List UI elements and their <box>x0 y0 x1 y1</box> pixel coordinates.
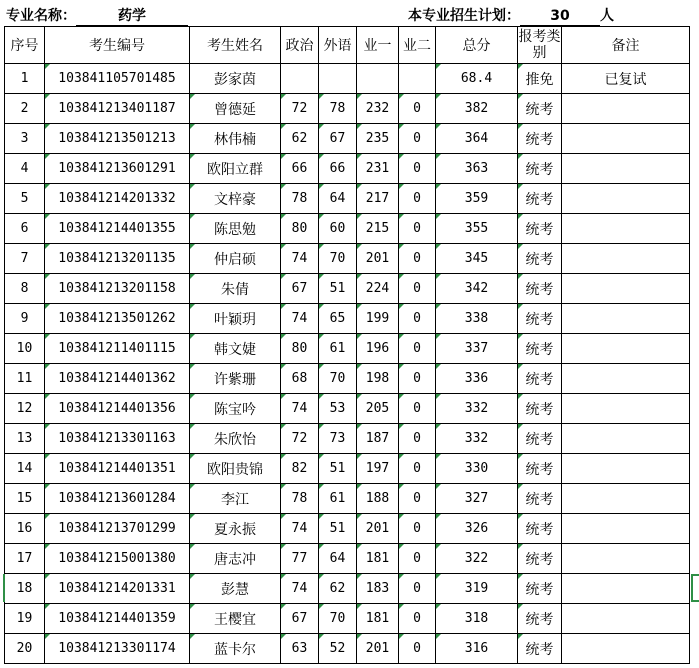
cell-note[interactable] <box>562 334 690 364</box>
cell-foreign[interactable]: 61 <box>319 484 357 514</box>
cell-total[interactable]: 363 <box>436 154 518 184</box>
cell-politics[interactable]: 82 <box>281 454 319 484</box>
cell-total[interactable]: 342 <box>436 274 518 304</box>
col-note: 备注 <box>562 27 690 64</box>
cell-foreign[interactable]: 60 <box>319 214 357 244</box>
cell-name[interactable]: 欧阳贵锦 <box>190 454 281 484</box>
cell-id[interactable]: 103841213501262 <box>45 304 190 334</box>
table-row[interactable] <box>5 364 690 394</box>
cell-subject2[interactable]: 0 <box>399 244 436 274</box>
cell-subject2[interactable]: 0 <box>399 304 436 334</box>
table-row[interactable] <box>5 124 690 154</box>
cell-category[interactable]: 统考 <box>518 454 562 484</box>
cell-note[interactable] <box>562 274 690 304</box>
cell-seq[interactable]: 12 <box>5 394 45 424</box>
cell-total[interactable]: 337 <box>436 334 518 364</box>
cell-seq[interactable]: 9 <box>5 304 45 334</box>
cell-name[interactable]: 李江 <box>190 484 281 514</box>
cell-total[interactable]: 332 <box>436 394 518 424</box>
cell-total[interactable]: 327 <box>436 484 518 514</box>
cell-category[interactable]: 统考 <box>518 424 562 454</box>
cell-name[interactable]: 彭慧 <box>190 574 281 604</box>
plan-value: 30 <box>520 8 600 26</box>
cell-subject1[interactable]: 181 <box>357 604 399 634</box>
active-cell-edge <box>691 574 699 602</box>
cell-subject1[interactable]: 224 <box>357 274 399 304</box>
plan-label <box>408 5 614 26</box>
cell-note[interactable] <box>562 214 690 244</box>
cell-id[interactable]: 103841214401359 <box>45 604 190 634</box>
cell-subject2[interactable]: 0 <box>399 424 436 454</box>
cell-name[interactable]: 陈思勉 <box>190 214 281 244</box>
cell-seq[interactable]: 3 <box>5 124 45 154</box>
cell-name[interactable]: 唐志冲 <box>190 544 281 574</box>
cell-subject1[interactable]: 197 <box>357 454 399 484</box>
cell-note[interactable] <box>562 394 690 424</box>
cell-subject1[interactable] <box>357 64 399 94</box>
table-row[interactable] <box>5 304 690 334</box>
cell-subject2[interactable]: 0 <box>399 394 436 424</box>
table-row[interactable] <box>5 184 690 214</box>
cell-category[interactable]: 统考 <box>518 364 562 394</box>
cell-seq[interactable]: 10 <box>5 334 45 364</box>
cell-category[interactable]: 统考 <box>518 304 562 334</box>
table-row[interactable] <box>5 604 690 634</box>
cell-subject1[interactable]: 181 <box>357 544 399 574</box>
cell-subject1[interactable]: 231 <box>357 154 399 184</box>
cell-id[interactable]: 103841213301174 <box>45 634 190 664</box>
cell-foreign[interactable]: 51 <box>319 514 357 544</box>
cell-subject1[interactable]: 198 <box>357 364 399 394</box>
cell-foreign[interactable]: 66 <box>319 154 357 184</box>
table-row[interactable] <box>5 334 690 364</box>
cell-total[interactable]: 322 <box>436 544 518 574</box>
cell-name[interactable]: 韩文婕 <box>190 334 281 364</box>
table-row[interactable] <box>5 244 690 274</box>
cell-id[interactable]: 103841214401362 <box>45 364 190 394</box>
table-row[interactable] <box>5 544 690 574</box>
cell-id[interactable]: 103841213701299 <box>45 514 190 544</box>
cell-note[interactable] <box>562 424 690 454</box>
cell-seq[interactable]: 2 <box>5 94 45 124</box>
cell-note[interactable] <box>562 184 690 214</box>
col-name: 考生姓名 <box>190 27 281 64</box>
cell-politics[interactable]: 63 <box>281 634 319 664</box>
cell-subject2[interactable]: 0 <box>399 334 436 364</box>
cell-category[interactable]: 统考 <box>518 604 562 634</box>
cell-category[interactable]: 统考 <box>518 574 562 604</box>
cell-seq[interactable]: 18 <box>5 574 45 604</box>
cell-id[interactable]: 103841213201158 <box>45 274 190 304</box>
cell-note[interactable] <box>562 244 690 274</box>
cell-name[interactable]: 欧阳立群 <box>190 154 281 184</box>
cell-foreign[interactable]: 70 <box>319 244 357 274</box>
cell-subject1[interactable]: 235 <box>357 124 399 154</box>
cell-foreign[interactable]: 73 <box>319 424 357 454</box>
cell-total[interactable]: 68.4 <box>436 64 518 94</box>
cell-subject2[interactable]: 0 <box>399 544 436 574</box>
cell-id[interactable]: 103841214201332 <box>45 184 190 214</box>
cell-politics[interactable]: 72 <box>281 94 319 124</box>
cell-id[interactable]: 103841213201135 <box>45 244 190 274</box>
cell-id[interactable]: 103841214401355 <box>45 214 190 244</box>
col-foreign: 外语 <box>319 27 357 64</box>
cell-foreign[interactable]: 51 <box>319 274 357 304</box>
cell-total[interactable]: 316 <box>436 634 518 664</box>
cell-politics[interactable]: 67 <box>281 604 319 634</box>
cell-note[interactable] <box>562 304 690 334</box>
cell-note[interactable] <box>562 574 690 604</box>
cell-name[interactable]: 蓝卡尔 <box>190 634 281 664</box>
cell-subject2[interactable]: 0 <box>399 484 436 514</box>
cell-foreign[interactable]: 61 <box>319 334 357 364</box>
cell-category[interactable]: 统考 <box>518 274 562 304</box>
cell-seq[interactable]: 4 <box>5 154 45 184</box>
cell-foreign[interactable]: 67 <box>319 124 357 154</box>
cell-subject2[interactable]: 0 <box>399 364 436 394</box>
plan-unit: 人 <box>600 8 614 24</box>
cell-subject2[interactable]: 0 <box>399 454 436 484</box>
cell-subject1[interactable]: 196 <box>357 334 399 364</box>
cell-subject1[interactable]: 199 <box>357 304 399 334</box>
col-total: 总分 <box>436 27 518 64</box>
cell-politics[interactable]: 62 <box>281 124 319 154</box>
cell-name[interactable]: 仲启硕 <box>190 244 281 274</box>
cell-subject1[interactable]: 215 <box>357 214 399 244</box>
cell-subject1[interactable]: 205 <box>357 394 399 424</box>
cell-seq[interactable]: 19 <box>5 604 45 634</box>
cell-foreign[interactable]: 70 <box>319 604 357 634</box>
cell-total[interactable]: 345 <box>436 244 518 274</box>
cell-name[interactable]: 朱欣怡 <box>190 424 281 454</box>
cell-id[interactable]: 103841213401187 <box>45 94 190 124</box>
cell-total[interactable]: 319 <box>436 574 518 604</box>
major-value: 药学 <box>76 8 188 26</box>
cell-name[interactable]: 曾德延 <box>190 94 281 124</box>
cell-total[interactable]: 330 <box>436 454 518 484</box>
cell-category[interactable]: 统考 <box>518 484 562 514</box>
col-category: 报考类别 <box>518 27 562 64</box>
table-row[interactable] <box>5 394 690 424</box>
cell-seq[interactable]: 20 <box>5 634 45 664</box>
cell-subject1[interactable]: 232 <box>357 94 399 124</box>
cell-id[interactable]: 103841214401356 <box>45 394 190 424</box>
cell-id[interactable]: 103841215001380 <box>45 544 190 574</box>
cell-subject2[interactable]: 0 <box>399 154 436 184</box>
cell-id[interactable]: 103841105701485 <box>45 64 190 94</box>
cell-subject1[interactable]: 217 <box>357 184 399 214</box>
cell-subject1[interactable]: 201 <box>357 514 399 544</box>
cell-seq[interactable]: 17 <box>5 544 45 574</box>
cell-politics[interactable]: 74 <box>281 304 319 334</box>
cell-name[interactable]: 王樱宜 <box>190 604 281 634</box>
cell-politics[interactable]: 66 <box>281 154 319 184</box>
cell-foreign[interactable]: 78 <box>319 94 357 124</box>
cell-category[interactable]: 统考 <box>518 244 562 274</box>
cell-politics[interactable]: 74 <box>281 574 319 604</box>
cell-foreign[interactable]: 52 <box>319 634 357 664</box>
cell-id[interactable]: 103841214401351 <box>45 454 190 484</box>
col-politics: 政治 <box>281 27 319 64</box>
cell-total[interactable]: 382 <box>436 94 518 124</box>
table-row[interactable] <box>5 634 690 664</box>
cell-subject1[interactable]: 201 <box>357 634 399 664</box>
cell-name[interactable]: 陈宝吟 <box>190 394 281 424</box>
cell-total[interactable]: 332 <box>436 424 518 454</box>
cell-seq[interactable]: 7 <box>5 244 45 274</box>
cell-note[interactable] <box>562 124 690 154</box>
cell-total[interactable]: 338 <box>436 304 518 334</box>
cell-subject1[interactable]: 183 <box>357 574 399 604</box>
cell-note[interactable] <box>562 604 690 634</box>
cell-name[interactable]: 许紫珊 <box>190 364 281 394</box>
major-label <box>6 5 188 26</box>
cell-note[interactable] <box>562 514 690 544</box>
cell-id[interactable]: 103841213601284 <box>45 484 190 514</box>
table-header <box>5 27 690 64</box>
table-row[interactable] <box>5 154 690 184</box>
major-label-text: 专业名称： <box>6 8 76 24</box>
cell-total[interactable]: 326 <box>436 514 518 544</box>
table-row[interactable] <box>5 214 690 244</box>
cell-subject2[interactable]: 0 <box>399 514 436 544</box>
cell-total[interactable]: 359 <box>436 184 518 214</box>
cell-note[interactable] <box>562 154 690 184</box>
cell-total[interactable]: 318 <box>436 604 518 634</box>
cell-id[interactable]: 103841213301163 <box>45 424 190 454</box>
cell-foreign[interactable]: 62 <box>319 574 357 604</box>
cell-foreign[interactable]: 64 <box>319 544 357 574</box>
cell-category[interactable]: 统考 <box>518 394 562 424</box>
table-row[interactable] <box>5 64 690 94</box>
cell-subject2[interactable]: 0 <box>399 94 436 124</box>
cell-category[interactable]: 统考 <box>518 94 562 124</box>
cell-total[interactable]: 364 <box>436 124 518 154</box>
cell-name[interactable]: 朱倩 <box>190 274 281 304</box>
cell-politics[interactable]: 67 <box>281 274 319 304</box>
cell-politics[interactable]: 72 <box>281 424 319 454</box>
cell-subject2[interactable]: 0 <box>399 574 436 604</box>
cell-subject2[interactable]: 0 <box>399 634 436 664</box>
score-table <box>4 26 690 664</box>
cell-seq[interactable]: 6 <box>5 214 45 244</box>
cell-note[interactable] <box>562 634 690 664</box>
cell-foreign[interactable]: 51 <box>319 454 357 484</box>
table-row[interactable] <box>5 484 690 514</box>
cell-politics[interactable]: 77 <box>281 544 319 574</box>
cell-category[interactable]: 统考 <box>518 214 562 244</box>
table-row[interactable] <box>5 574 690 604</box>
cell-note[interactable] <box>562 364 690 394</box>
cell-foreign[interactable]: 64 <box>319 184 357 214</box>
cell-seq[interactable]: 14 <box>5 454 45 484</box>
cell-politics[interactable]: 74 <box>281 244 319 274</box>
cell-category[interactable]: 统考 <box>518 634 562 664</box>
cell-name[interactable]: 林伟楠 <box>190 124 281 154</box>
cell-name[interactable]: 彭家茵 <box>190 64 281 94</box>
cell-id[interactable]: 103841213601291 <box>45 154 190 184</box>
cell-foreign[interactable]: 70 <box>319 364 357 394</box>
cell-politics[interactable]: 78 <box>281 484 319 514</box>
table-row[interactable] <box>5 454 690 484</box>
cell-subject2[interactable]: 0 <box>399 184 436 214</box>
cell-category[interactable]: 统考 <box>518 544 562 574</box>
cell-note[interactable] <box>562 454 690 484</box>
cell-seq[interactable]: 5 <box>5 184 45 214</box>
cell-subject2[interactable]: 0 <box>399 274 436 304</box>
cell-foreign[interactable]: 65 <box>319 304 357 334</box>
cell-category[interactable]: 统考 <box>518 184 562 214</box>
selection-marker <box>3 574 5 602</box>
col-seq: 序号 <box>5 27 45 64</box>
cell-name[interactable]: 文梓豪 <box>190 184 281 214</box>
cell-subject2[interactable] <box>399 64 436 94</box>
cell-politics[interactable]: 78 <box>281 184 319 214</box>
cell-name[interactable]: 叶颖玥 <box>190 304 281 334</box>
cell-seq[interactable]: 1 <box>5 64 45 94</box>
cell-total[interactable]: 336 <box>436 364 518 394</box>
cell-politics[interactable]: 80 <box>281 334 319 364</box>
cell-category[interactable]: 统考 <box>518 334 562 364</box>
cell-subject1[interactable]: 187 <box>357 424 399 454</box>
table-row[interactable] <box>5 514 690 544</box>
cell-note[interactable] <box>562 544 690 574</box>
cell-category[interactable]: 统考 <box>518 124 562 154</box>
col-subject2: 业二 <box>399 27 436 64</box>
plan-label-text: 本专业招生计划： <box>408 8 520 24</box>
cell-note[interactable] <box>562 94 690 124</box>
cell-id[interactable]: 103841213501213 <box>45 124 190 154</box>
cell-seq[interactable]: 13 <box>5 424 45 454</box>
cell-seq[interactable]: 16 <box>5 514 45 544</box>
sheet-header <box>0 0 699 26</box>
cell-note[interactable] <box>562 484 690 514</box>
table-body <box>5 64 690 664</box>
cell-foreign[interactable]: 53 <box>319 394 357 424</box>
cell-foreign[interactable] <box>319 64 357 94</box>
cell-id[interactable]: 103841214201331 <box>45 574 190 604</box>
table-row[interactable] <box>5 424 690 454</box>
col-subject1: 业一 <box>357 27 399 64</box>
cell-total[interactable]: 355 <box>436 214 518 244</box>
cell-subject1[interactable]: 188 <box>357 484 399 514</box>
cell-politics[interactable]: 68 <box>281 364 319 394</box>
cell-subject1[interactable]: 201 <box>357 244 399 274</box>
cell-subject2[interactable]: 0 <box>399 124 436 154</box>
table-row[interactable] <box>5 274 690 304</box>
cell-category[interactable]: 统考 <box>518 514 562 544</box>
cell-subject2[interactable]: 0 <box>399 604 436 634</box>
cell-seq[interactable]: 15 <box>5 484 45 514</box>
cell-politics[interactable]: 74 <box>281 514 319 544</box>
cell-note[interactable]: 已复试 <box>562 64 690 94</box>
cell-politics[interactable]: 74 <box>281 394 319 424</box>
cell-politics[interactable]: 80 <box>281 214 319 244</box>
cell-name[interactable]: 夏永振 <box>190 514 281 544</box>
cell-category[interactable]: 统考 <box>518 154 562 184</box>
col-id: 考生编号 <box>45 27 190 64</box>
cell-seq[interactable]: 8 <box>5 274 45 304</box>
cell-seq[interactable]: 11 <box>5 364 45 394</box>
cell-politics[interactable] <box>281 64 319 94</box>
cell-category[interactable]: 推免 <box>518 64 562 94</box>
table-row[interactable] <box>5 94 690 124</box>
cell-id[interactable]: 103841211401115 <box>45 334 190 364</box>
cell-subject2[interactable]: 0 <box>399 214 436 244</box>
